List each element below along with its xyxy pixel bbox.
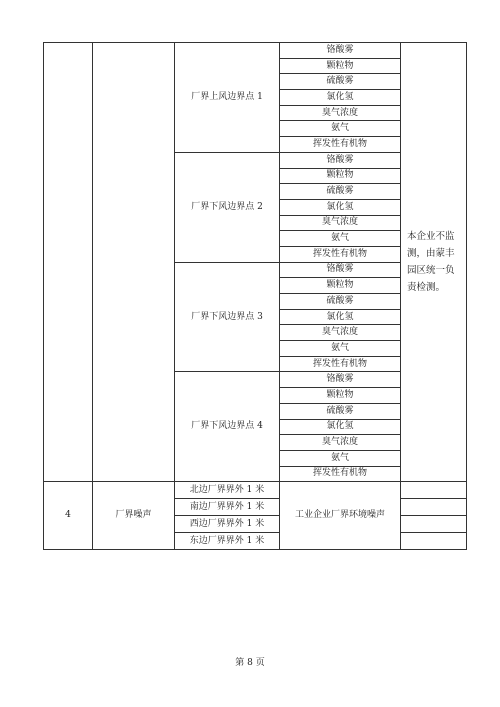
pollutant-cell: 颗粒物 [280, 388, 401, 404]
pollutant-cell: 氨气 [280, 231, 401, 247]
empty-cell [401, 516, 467, 533]
pollutant-cell: 臭气浓度 [280, 215, 401, 231]
monitoring-point-cell: 西边厂界界外 1 米 [175, 516, 280, 533]
empty-cell [401, 482, 467, 499]
category-cell: 厂界噪声 [93, 482, 175, 550]
pollutant-cell: 臭气浓度 [280, 435, 401, 451]
pollutant-cell: 挥发性有机物 [280, 137, 401, 153]
pollutant-cell: 铬酸雾 [280, 262, 401, 278]
table-row [44, 482, 467, 499]
monitoring-point-cell: 厂界上风边界点 1 [175, 43, 280, 153]
standard-cell: 工业企业厂界环境噪声 [280, 482, 401, 550]
monitoring-point-cell: 北边厂界界外 1 米 [175, 482, 280, 499]
pollutant-cell: 挥发性有机物 [280, 356, 401, 372]
note-cell: 本企业不监测，由蒙丰园区统一负责检测。 [401, 43, 467, 482]
pollutant-cell: 硫酸雾 [280, 403, 401, 419]
pollutant-cell: 铬酸雾 [280, 43, 401, 59]
pollutant-cell: 铬酸雾 [280, 372, 401, 388]
pollutant-cell: 臭气浓度 [280, 325, 401, 341]
pollutant-cell: 臭气浓度 [280, 105, 401, 121]
category-cell [93, 43, 175, 482]
monitoring-point-cell: 厂界下风边界点 2 [175, 152, 280, 262]
index-cell: 4 [44, 482, 93, 550]
monitoring-table-body [44, 43, 467, 550]
pollutant-cell: 氨气 [280, 341, 401, 357]
index-cell [44, 43, 93, 482]
pollutant-cell: 颗粒物 [280, 278, 401, 294]
empty-cell [401, 533, 467, 550]
pollutant-cell: 硫酸雾 [280, 74, 401, 90]
page-number: 第 8 页 [235, 658, 265, 668]
pollutant-cell: 硫酸雾 [280, 294, 401, 310]
pollutant-cell: 颗粒物 [280, 168, 401, 184]
monitoring-point-cell: 厂界下风边界点 4 [175, 372, 280, 482]
pollutant-cell: 氨气 [280, 121, 401, 137]
monitoring-table [43, 42, 467, 550]
table-row [44, 43, 467, 59]
pollutant-cell: 铬酸雾 [280, 152, 401, 168]
empty-cell [401, 499, 467, 516]
pollutant-cell: 挥发性有机物 [280, 466, 401, 482]
monitoring-point-cell: 东边厂界界外 1 米 [175, 533, 280, 550]
pollutant-cell: 挥发性有机物 [280, 246, 401, 262]
pollutant-cell: 氯化氢 [280, 419, 401, 435]
monitoring-point-cell: 南边厂界界外 1 米 [175, 499, 280, 516]
pollutant-cell: 颗粒物 [280, 58, 401, 74]
pollutant-cell: 氯化氢 [280, 90, 401, 106]
monitoring-point-cell: 厂界下风边界点 3 [175, 262, 280, 372]
pollutant-cell: 氨气 [280, 450, 401, 466]
pollutant-cell: 氯化氢 [280, 309, 401, 325]
pollutant-cell: 硫酸雾 [280, 184, 401, 200]
pollutant-cell: 氯化氢 [280, 199, 401, 215]
